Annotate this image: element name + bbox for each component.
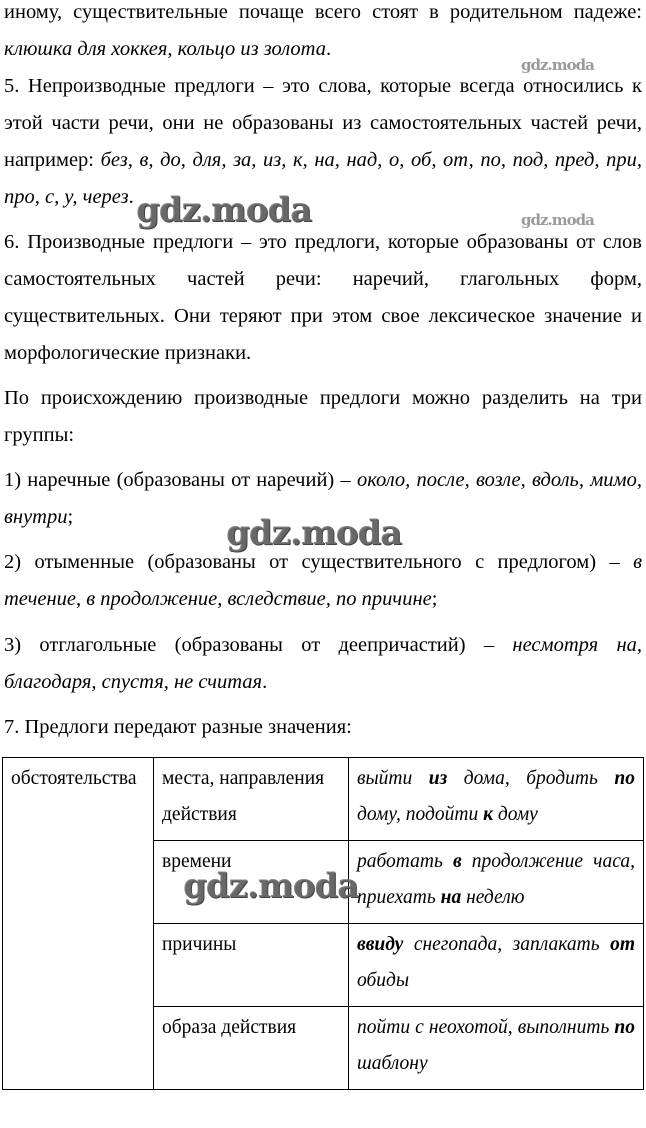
example-text: пойти с неохотой, выполнить — [357, 1017, 615, 1038]
example-text: дому, подойти — [357, 804, 484, 825]
meaning-cell: времени — [154, 841, 349, 924]
example-text: обиды — [357, 970, 410, 991]
example-cell — [349, 1007, 644, 1090]
group-text: 2) отыменные (образованы от существительного с предлогом) – — [4, 551, 634, 573]
group-text: 1) наречные (образованы от наречий) – — [4, 469, 357, 491]
meanings-table-body — [3, 758, 644, 1090]
punctuation: . — [128, 186, 134, 208]
watermark: gdz.moda — [183, 866, 359, 906]
paragraph-nonderived-prepositions — [4, 68, 642, 216]
punctuation: ; — [67, 506, 74, 528]
meaning-cell: образа действия — [154, 1007, 349, 1090]
preposition-highlight: в — [452, 851, 462, 872]
example-list: около, после, возле, вдоль, мимо, внутри — [4, 469, 642, 528]
example-list: клюшка для хоккея, кольцо из золота — [4, 38, 326, 60]
watermark: gdz.moda — [136, 190, 312, 230]
preposition-highlight: от — [610, 934, 635, 955]
example-text: неделю — [461, 887, 525, 908]
watermark: gdz.moda — [521, 211, 594, 229]
group-deverbal — [4, 627, 642, 701]
meaning-cell: места, направления действия — [154, 758, 349, 841]
watermark: gdz.moda — [226, 513, 402, 553]
paragraph-derived-prepositions: 6. Производные предлоги – это предлоги, которые образованы от слов самостоятельных частей речи: наречий, глагольных форм, существительных. Они теряют при этом свое лексическое значение и морфологические признаки. — [4, 231, 642, 364]
paragraph-origin-groups: По происхождению производные предлоги можно разделить на три группы: — [4, 387, 642, 446]
paragraph-meanings-intro: 7. Предлоги передают разные значения: — [4, 716, 352, 738]
preposition-highlight: из — [428, 768, 448, 789]
group-text: 3) отглагольные (образованы от деепричастий) – — [4, 634, 513, 656]
example-text: дому — [492, 804, 538, 825]
punctuation: . — [262, 671, 268, 693]
example-text: дома, бродить — [447, 768, 615, 789]
example-cell — [349, 841, 644, 924]
paragraph-text: иному, существительные почаще всего стоят в родительном падеже: — [4, 1, 642, 23]
watermark: gdz.moda — [521, 56, 594, 74]
preposition-highlight: ввиду — [357, 934, 404, 955]
meanings-table — [2, 757, 644, 1090]
example-cell — [349, 924, 644, 1007]
example-list: в течение, в продолжение, вследствие, по причине — [4, 551, 642, 610]
example-list: без, в, до, для, за, из, к, на, над, о, об, от, по, под, пред, при, про, с, у, через — [4, 149, 642, 208]
preposition-highlight: на — [440, 887, 462, 908]
group-denominal — [4, 544, 642, 618]
preposition-highlight: по — [614, 1017, 635, 1038]
example-text: выйти — [357, 768, 429, 789]
example-text: снегопада, заплакать — [403, 934, 611, 955]
punctuation: . — [325, 38, 332, 60]
preposition-highlight: к — [483, 804, 493, 825]
example-text: шаблону — [357, 1053, 428, 1074]
preposition-highlight: по — [614, 768, 635, 789]
meaning-cell: причины — [154, 924, 349, 1007]
example-text: продолжение часа, приехать — [357, 851, 635, 908]
table-row — [3, 758, 644, 841]
paragraph-text: 5. Непроизводные предлоги – это слова, которые всегда относились к этой части речи, они не образованы из самостоятельных частей речи, например: — [4, 75, 642, 171]
category-cell: обстоятельства — [3, 758, 154, 1090]
example-cell — [349, 758, 644, 841]
punctuation: ; — [431, 588, 438, 610]
example-list: несмотря на, благодаря, спустя, не считая — [4, 634, 642, 693]
example-text: работать — [357, 851, 453, 872]
